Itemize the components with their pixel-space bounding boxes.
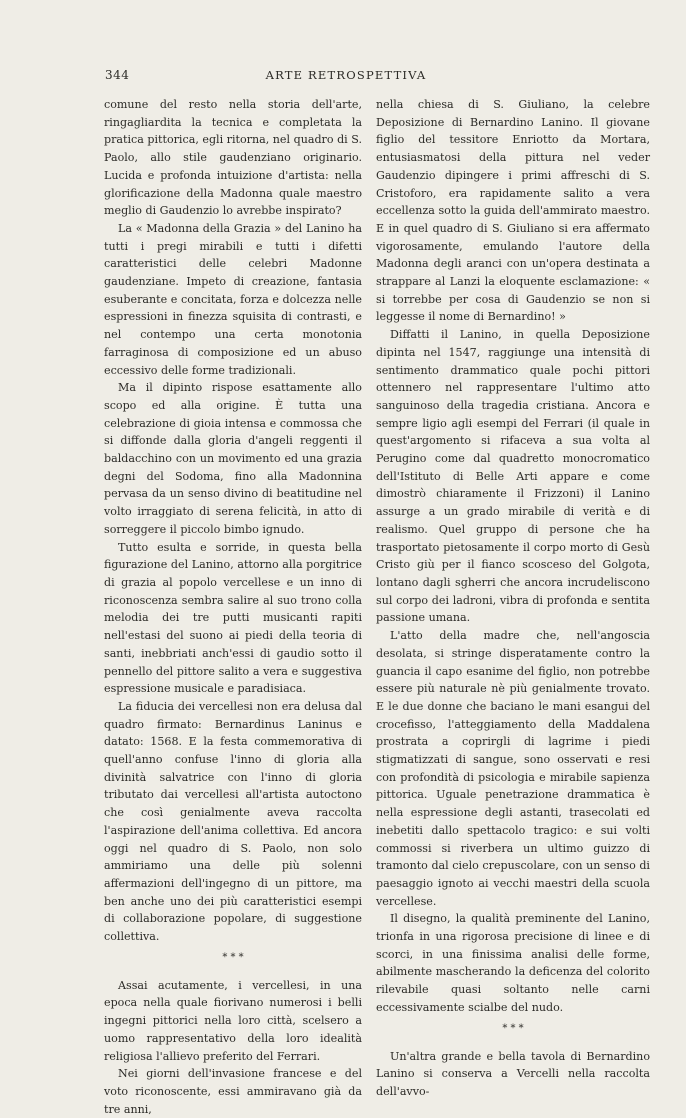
paragraph: Nei giorni dell'invasione francese e del voto riconoscente, essi ammiravano già da tre anni,: [104, 1067, 362, 1116]
section-break: * * *: [502, 1022, 524, 1034]
paragraph: Un'altra grande e bella tavola di Bernardino Lanino si conserva a Vercelli nella raccolta dell'avvo-: [376, 1049, 650, 1098]
paragraph: Diffatti il Lanino, in quella Deposizione dipinta nel 1547, raggiunge una intensità di sentimento drammatico quale pochi pittori ottennero nel rappresentare l'ultimo atto sanguinoso della tragedia cristiana. Ancora e sempre ligio agli esempi del Ferrari (il quale in quest'argomento si rifaceva a sua volta al Perugino come dal quadretto monocromatico dell'Istituto di Belle Arti appare e come dimostrò chiaramente il Frizzoni) il Lanino assurge a un grado mirabile di verità e di realismo. Quel gruppo di persone che ha trasportato pietosamente il corpo morto di Gesù Cristo giù per il fianco scosceso del Golgota, lontano dagli sgherri che ancora incrudeliscono sul corpo dei ladroni, vibra di profonda e sentita passione umana.: [376, 328, 650, 625]
right-column: [376, 96, 650, 1101]
left-column: [104, 96, 362, 1118]
paragraph: Tutto esulta e sorride, in questa bella figurazione del Lanino, attorno alla porgitrice di grazia al popolo vercellese e un inno di riconoscenza sembra salire al suo trono colla melodia dei tre putti musicanti rapiti nell'estasi del suono ai piedi della teoria di santi, inebbriati anch'essi di gaudio sotto il pennello del pittore salito a vera e suggestiva espressione musicale e paradisiaca.: [104, 540, 362, 696]
section-break: * * *: [222, 951, 244, 963]
paragraph: Il disegno, la qualità preminente del Lanino, trionfa in una rigorosa precisione di linee e di scorci, in una finissima analisi delle forme, abilmente mascherando la deficenza del colorito rilevabile quasi soltanto nelle carni eccessivamente scialbe del nudo.: [376, 912, 650, 1014]
page-number: 344: [105, 68, 130, 82]
paragraph: La « Madonna della Grazia » del Lanino ha tutti i pregi mirabili e tutti i difetti caratteristici delle celebri Madonne gaudenziane. Impeto di creazione, fantasia esuberante e concitata, forza e dolcezza nelle espressioni in finezza squisita di contrasti, e nel contempo una certa monotonia farraginosa di composizione ed un abuso eccessivo delle forme tradizionali.: [104, 221, 362, 377]
running-title: ARTE RETROSPETTIVA: [265, 68, 427, 82]
paragraph: nella chiesa di S. Giuliano, la celebre Deposizione di Bernardino Lanino. Il giovane figlio del tessitore Enriotto da Mortara, entusiasmatosi della pittura nel veder Gaudenzio dipingere i primi affreschi di S. Cristoforo, era rapidamente salito a vera eccellenza sotto la guida dell'ammirato maestro. E in quel quadro di S. Giuliano si era affermato vigorosamente, emulando l'autore della Madonna degli aranci con un'opera destinata a strappare al Lanzi la eloquente esclamazione: « si torrebbe per cosa di Gaudenzio se non si leggesse il nome di Bernardino! »: [376, 98, 650, 324]
paragraph: Ma il dipinto rispose esattamente allo scopo ed alla origine. È tutta una celebrazione di gioia intensa e commossa che si diffonde dalla gloria d'angeli reggenti il baldacchino con un movimento ed una grazia degni del Sodoma, fino alla Madonnina pervasa da un senso divino di beatitudine nel volto irraggiato di serena felicità, in atto di sorreggere il piccolo bimbo ignudo.: [104, 381, 362, 536]
paragraph: L'atto della madre che, nell'angoscia desolata, si stringe disperatamente contro la guancia il capo esanime del figlio, non potrebbe essere più naturale nè più genialmente trovato. E le due donne che baciano le mani esangui del crocefisso, l'atteggiamento della Maddalena prostrata a coprirgli di lagrime i piedi stigmatizzati di sangue, sono osservati e resi con profondità di psicologia e mirabile sapienza pittorica. Uguale penetrazione drammatica è nella espressione degli astanti, trasecolati ed inebetiti dallo spettacolo tragico: e sui volti commossi si riverbera un ultimo guizzo di tramonto dal cielo crepuscolare, con un senso di paesaggio ignoto ai vecchi maestri della scuola vercellese.: [376, 629, 650, 908]
paragraph: comune del resto nella storia dell'arte, ringagliardita la tecnica e completata la pratica pittorica, egli ritorna, nel quadro di S. Paolo, allo stile gaudenziano originario. Lucida e profonda intuizione d'artista: nella glorificazione della Madonna quale maestro meglio di Gaudenzio lo avrebbe inspirato?: [104, 98, 362, 218]
paragraph: La fiducia dei vercellesi non era delusa dal quadro firmato: Bernardinus Laninus e datato: 1568. E la festa commemorativa di quell'anno confuse l'inno di gloria alla divinità salvatrice con l'inno di gloria tributato dai vercellesi all'artista autoctono che così genialmente aveva raccolta l'aspirazione dell'anima collettiva. Ed ancora oggi nel quadro di S. Paolo, non solo ammiriamo una delle più solenni affermazioni dell'ingegno di un pittore, ma ben anche uno dei più caratteristici esempi di collaborazione popolare, di suggestione collettiva.: [104, 699, 362, 944]
paragraph: Assai acutamente, i vercellesi, in una epoca nella quale fiorivano numerosi i belli ingegni pittorici nella loro città, scelsero a uomo rappresentativo della loro idealità religiosa l'allievo preferito del Ferrari.: [104, 978, 362, 1063]
page-header: [105, 68, 587, 84]
